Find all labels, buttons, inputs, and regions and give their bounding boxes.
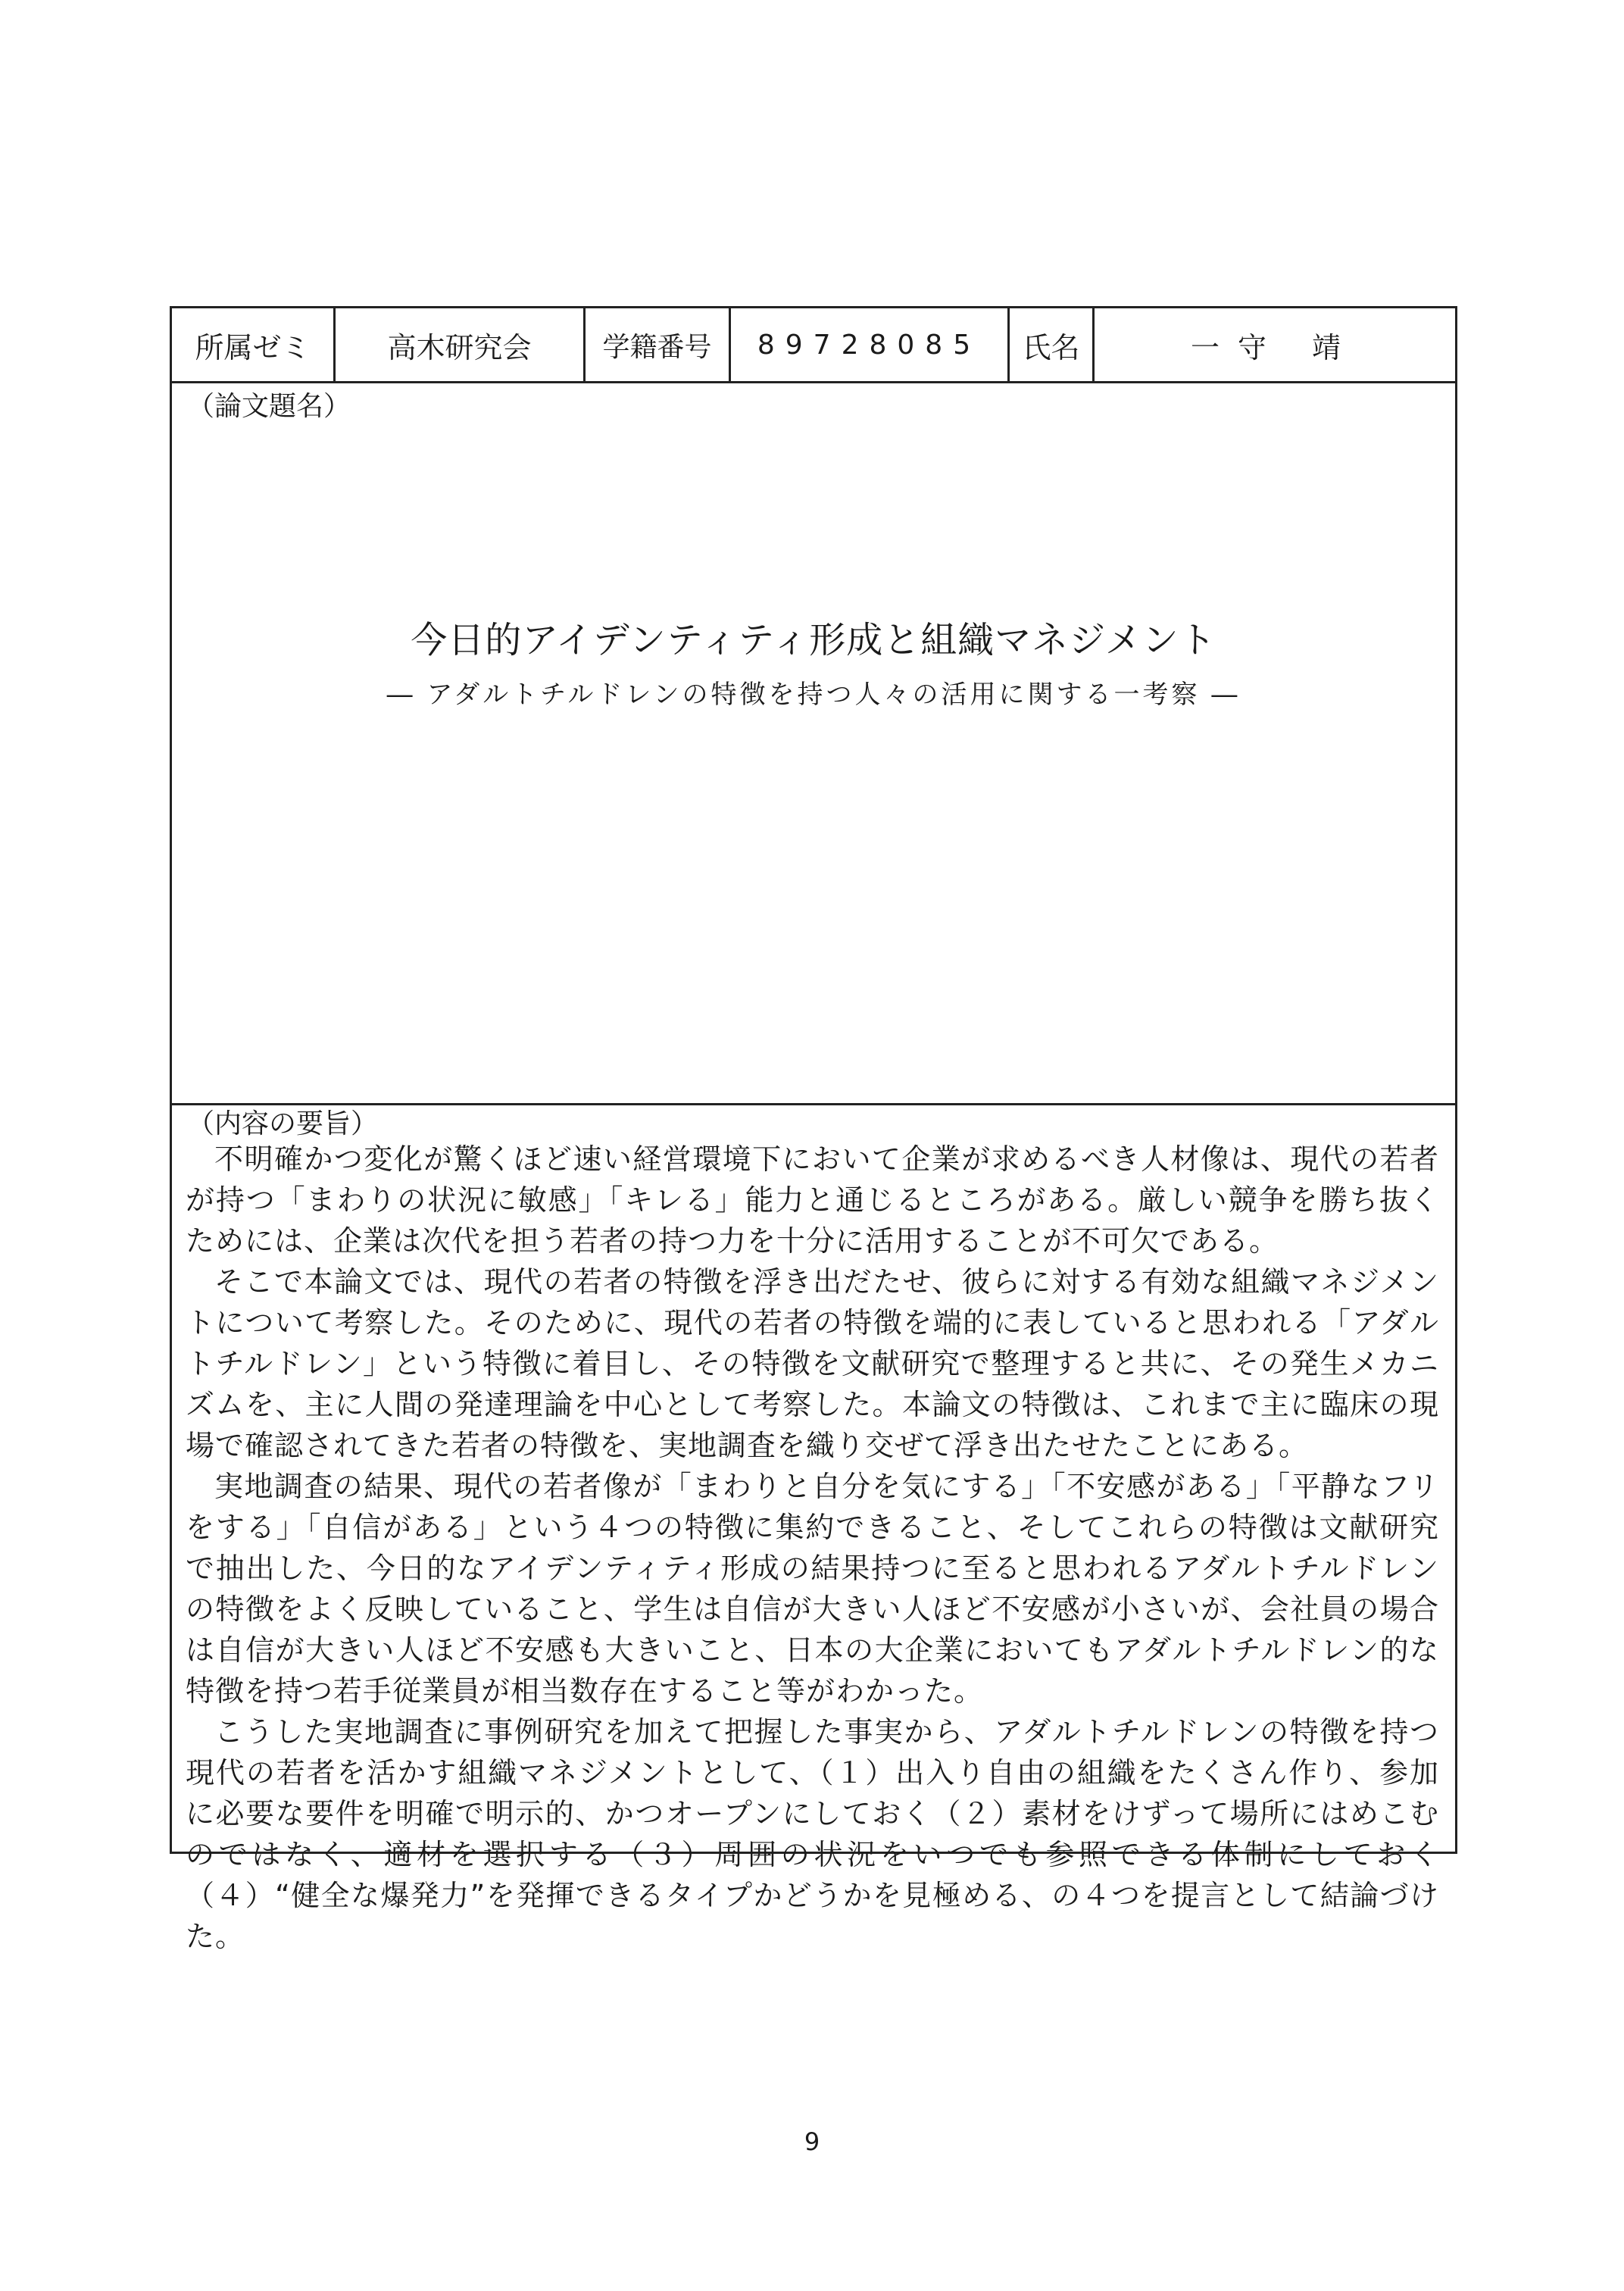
name-value: 一守 靖 [1190,330,1360,364]
summary-paragraph: そこで本論文では、現代の若者の特徴を浮き出だたせ、彼らに対する有効な組織マネジメントについて考察した。そのために、現代の若者の特徴を端的に表していると思われる「アダルトチルドレン」という特徴に着目し、その特徴を文献研究で整理すると共に、その発生メカニズムを、主に人間の発達理論を中心として考察した。本論文の特徴は、これまで主に臨床の現場で確認されてきた若者の特徴を、実地調査を織り交ぜて浮き出たせたことにある。 [186,1265,1439,1462]
page-number: 9 [804,2127,820,2156]
summary-label: （内容の要旨） [187,1108,379,1139]
summary-paragraph: こうした実地調査に事例研究を加えて把握した事実から、アダルトチルドレンの特徴を持つ現代の若者を活かす組織マネジメントとして、（１）出入り自由の組織をたくさん作り、参加に必要な要件を明確で明示的、かつオープンにしておく（２）素材をけずって場所にはめこむのではなく、適材を選択する（３）周囲の状況をいつでも参照できる体制にしておく（４）“健全な爆発力”を発揮できるタイプかどうかを見極める、の４つを提言として結論づけた。 [186,1715,1439,1953]
student-id-label: 学籍番号 [586,308,731,381]
seminar-value: 高木研究会 [336,308,586,381]
summary-paragraph: 実地調査の結果、現代の若者像が「まわりと自分を気にする」「不安感がある」「平静なフリをする」「自信がある」という４つの特徴に集約できること、そしてこれらの特徴は文献研究で抽出した、今日的なアイデンティティ形成の結果持つに至ると思われるアダルトチルドレンの特徴をよく反映していること、学生は自信が大きい人ほど不安感が小さいが、会社員の場合は自信が大きい人ほど不安感も大きいこと、日本の大企業においてもアダルトチルドレン的な特徴を持つ若手従業員が相当数存在すること等がわかった。 [186,1470,1439,1708]
thesis-title-label: （論文題名） [187,391,351,422]
seminar-label: 所属ゼミ [172,308,336,381]
header-row [172,308,1455,383]
thesis-title-section [172,383,1455,1105]
student-id-value: 89728085 [731,308,1010,381]
thesis-subtitle: ― アダルトチルドレンの特徴を持つ人々の活用に関する一考察 ― [386,680,1241,710]
summary-section [172,1105,1455,1953]
summary-paragraph: 不明確かつ変化が驚くほど速い経営環境下において企業が求めるべき人材像は、現代の若者が持つ「まわりの状況に敏感」「キレる」能力と通じるところがある。厳しい競争を勝ち抜くためには、企業は次代を担う若者の持つ力を十分に活用することが不可欠である。 [186,1142,1439,1258]
summary-body [186,1139,1439,1957]
thesis-title: 今日的アイデンティティ形成と組織マネジメント [411,619,1216,661]
thesis-summary-form [170,306,1457,1953]
name-label: 氏名 [1010,308,1095,381]
